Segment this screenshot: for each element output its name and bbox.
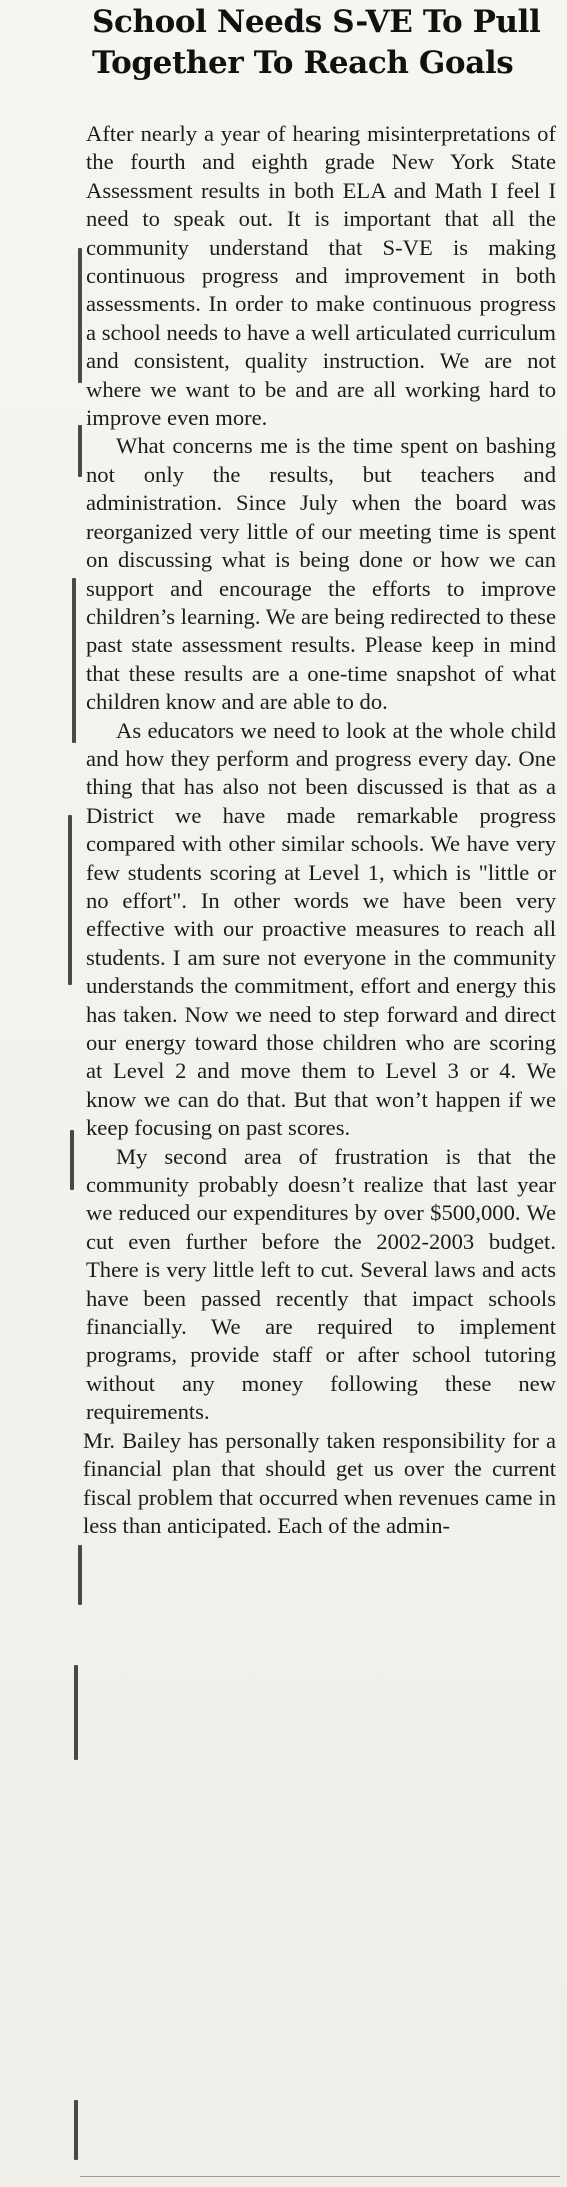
scan-margin-mark: [74, 2100, 78, 2160]
article-paragraph-2: What concerns me is the time spent on bashing not only the results, but teachers and administration. Since July when the board was reorganized very little of our meeting time is spent on discussing what is being done or how we can support and encourage the efforts to improve children’s learning. We are being redirected to these past state assessment results. Please keep in mind that these results are a one-time snapshot of what children know and are able to do.: [86, 433, 556, 715]
scan-margin-mark: [68, 815, 72, 985]
scan-margin-mark: [74, 1665, 78, 1760]
bottom-rule: [80, 2176, 560, 2177]
scan-margin-mark: [78, 248, 82, 383]
article-body: [83, 120, 556, 1540]
article-paragraph-1: After nearly a year of hearing misinterpretations of the fourth and eighth grade New York State Assessment results in both ELA and Math I feel I need to speak out. It is important that all the community understand that S-VE is making continuous progress and improvement in both assessments. In order to make continuous progress a school needs to have a well articulated curriculum and consistent, quality instruction. We are not where we want to be and are all working hard to improve even more.: [86, 121, 556, 431]
scan-margin-mark: [72, 578, 76, 743]
article-paragraph-4: My second area of frustration is that the community probably doesn’t realize that last year we reduced our expenditures by over $500,000. We cut even further before the 2002-2003 budget. There is very little left to cut. Several laws and acts have been passed recently that impact schools financially. We are required to implement programs, provide staff or after school tutoring without any money following these new requirements.: [86, 1143, 556, 1425]
scan-margin-mark: [78, 425, 82, 477]
article-paragraph-5: Mr. Bailey has personally taken responsibility for a financial plan that should get us over the current fiscal problem that occurred when revenues came in less than anticipated. Each of the admin-: [83, 1427, 556, 1538]
article-paragraph-3: As educators we need to look at the whole child and how they perform and progress every day. One thing that has also not been discussed is that as a District we have made remarkable progress compared with other similar schools. We have very few students scoring at Level 1, which is "little or no effort". In other words we have been very effective with our proactive measures to reach all students. I am sure not everyone in the community understands the commitment, effort and energy this has taken. Now we need to step forward and direct our energy toward those children who are scoring at Level 2 and move them to Level 3 or 4. We know we can do that. But that won’t happen if we keep focusing on past scores.: [86, 717, 556, 1141]
scan-margin-mark: [70, 1130, 74, 1190]
scan-margin-mark: [78, 1545, 82, 1605]
article-headline: School Needs S-VE To Pull Together To Reach Goals: [92, 4, 541, 81]
